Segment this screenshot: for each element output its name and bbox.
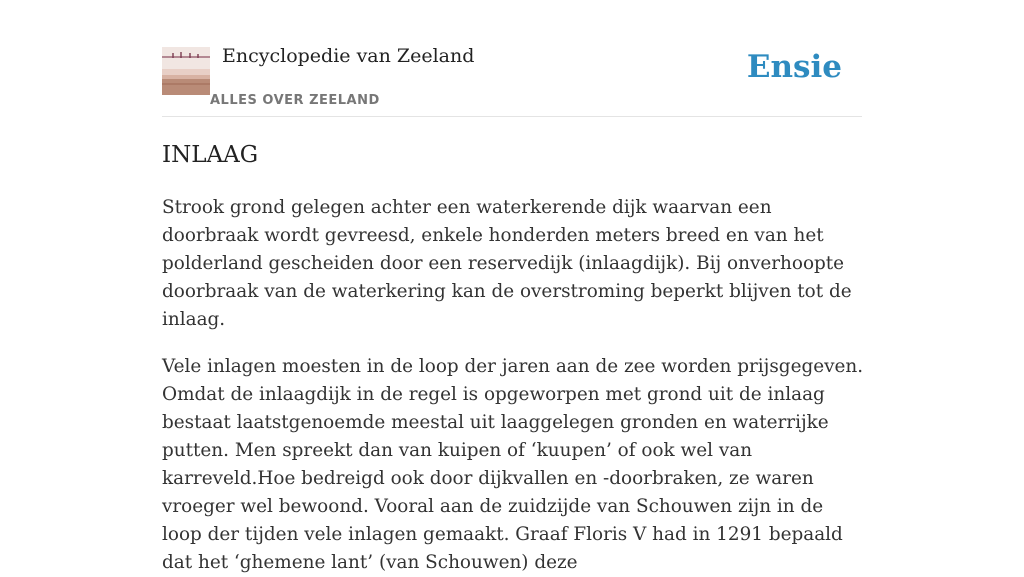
site-title-link[interactable]: Encyclopedie van Zeeland bbox=[222, 45, 475, 67]
ensie-logo-link[interactable]: Ensie bbox=[746, 49, 842, 85]
site-header bbox=[162, 0, 862, 117]
zeeland-landscape-avatar-icon[interactable] bbox=[162, 47, 210, 95]
article-paragraph: Vele inlagen moesten in de loop der jaren aan de zee worden prijsgegeven. Omdat de inlaagdijk in de regel is opgeworpen met grond uit de inlaag bestaat laatstgenoemde meestal uit laaggelegen gronden en waterrijke putten. Men spreekt dan van kuipen of ‘kuupen’ of ook wel van karreveld.Hoe bedreigd ook door dijkvallen en -doorbraken, ze waren vroeger wel bewoond. Vooral aan de zuidzijde van Schouwen zijn in de loop der tijden vele inlagen gemaakt. Graaf Floris V had in 1291 bepaald dat het ‘ghemene lant’ (van Schouwen) deze bbox=[162, 356, 864, 573]
entry-title: INLAAG bbox=[162, 142, 259, 168]
site-subtitle: ALLES OVER ZEELAND bbox=[210, 93, 380, 108]
article bbox=[162, 140, 867, 577]
article-paragraph: Strook grond gelegen achter een waterkerende dijk waarvan een doorbraak wordt gevreesd, enkele honderden meters breed en van het polderland gescheiden door een reservedijk (inlaagdijk). Bij onverhoopte doorbraak van de waterkering kan de overstroming beperkt blijven tot de inlaag. bbox=[162, 197, 852, 330]
